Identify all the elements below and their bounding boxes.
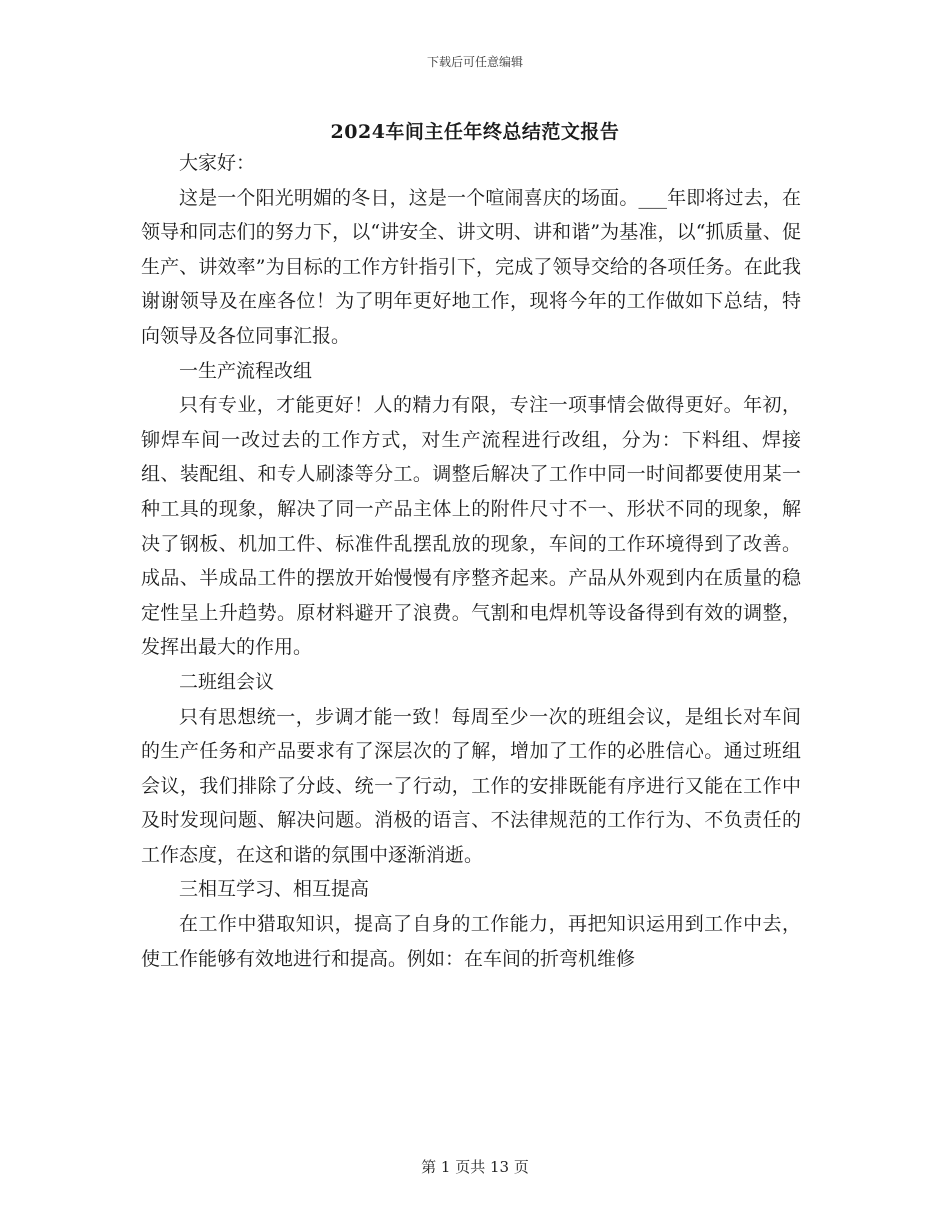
header-note: 下载后可任意编辑 bbox=[426, 55, 523, 69]
paragraph-section-2: 只有思想统一，步调才能一致！每周至少一次的班组会议，是组长对车间的生产任务和产品要求有了深层次的了解，增加了工作的必胜信心。通过班组会议，我们排除了分歧、统一了行动，工作的安排既能有序进行又能在工作中及时发现问题、解决问题。消极的语言、不法律规范的工作行为、不负责任的工作态度，在这和谐的氛围中逐渐消逝。 bbox=[141, 705, 801, 866]
page-number: 第 1 页共 13 页 bbox=[421, 1158, 529, 1176]
paragraph-section-3: 在工作中猎取知识，提高了自身的工作能力，再把知识运用到工作中去，使工作能够有效地进行和提高。例如：在车间的折弯机维修 bbox=[141, 913, 801, 970]
document-body bbox=[141, 146, 801, 976]
paragraph-intro: 这是一个阳光明媚的冬日，这是一个喧闹喜庆的场面。___年即将过去，在领导和同志们的努力下，以“讲安全、讲文明、讲和谐”为基准，以“抓质量、促生产、讲效率”为目标的工作方针指引下，完成了领导交给的各项任务。在此我谢谢领导及在座各位！为了明年更好地工作，现将今年的工作做如下总结，特向领导及各位同事汇报。 bbox=[141, 186, 801, 347]
paragraph-section-1: 只有专业，才能更好！人的精力有限，专注一项事情会做得更好。年初，铆焊车间一改过去的工作方式，对生产流程进行改组，分为：下料组、焊接组、装配组、和专人刷漆等分工。调整后解决了工作中同一时间都要使用某一种工具的现象，解决了同一产品主体上的附件尺寸不一、形状不同的现象，解决了钢板、机加工件、标准件乱摆乱放的现象，车间的工作环境得到了改善。成品、半成品工件的摆放开始慢慢有序整齐起来。产品从外观到内在质量的稳定性呈上升趋势。原材料避开了浪费。气割和电焊机等设备得到有效的调整，发挥出最大的作用。 bbox=[141, 394, 801, 659]
section-heading-3: 三相互学习、相互提高 bbox=[179, 878, 370, 901]
section-heading-2: 二班组会议 bbox=[179, 670, 275, 693]
document-title: 2024车间主任年终总结范文报告 bbox=[330, 121, 620, 143]
section-heading-1: 一生产流程改组 bbox=[179, 359, 313, 382]
greeting: 大家好： bbox=[179, 152, 256, 174]
